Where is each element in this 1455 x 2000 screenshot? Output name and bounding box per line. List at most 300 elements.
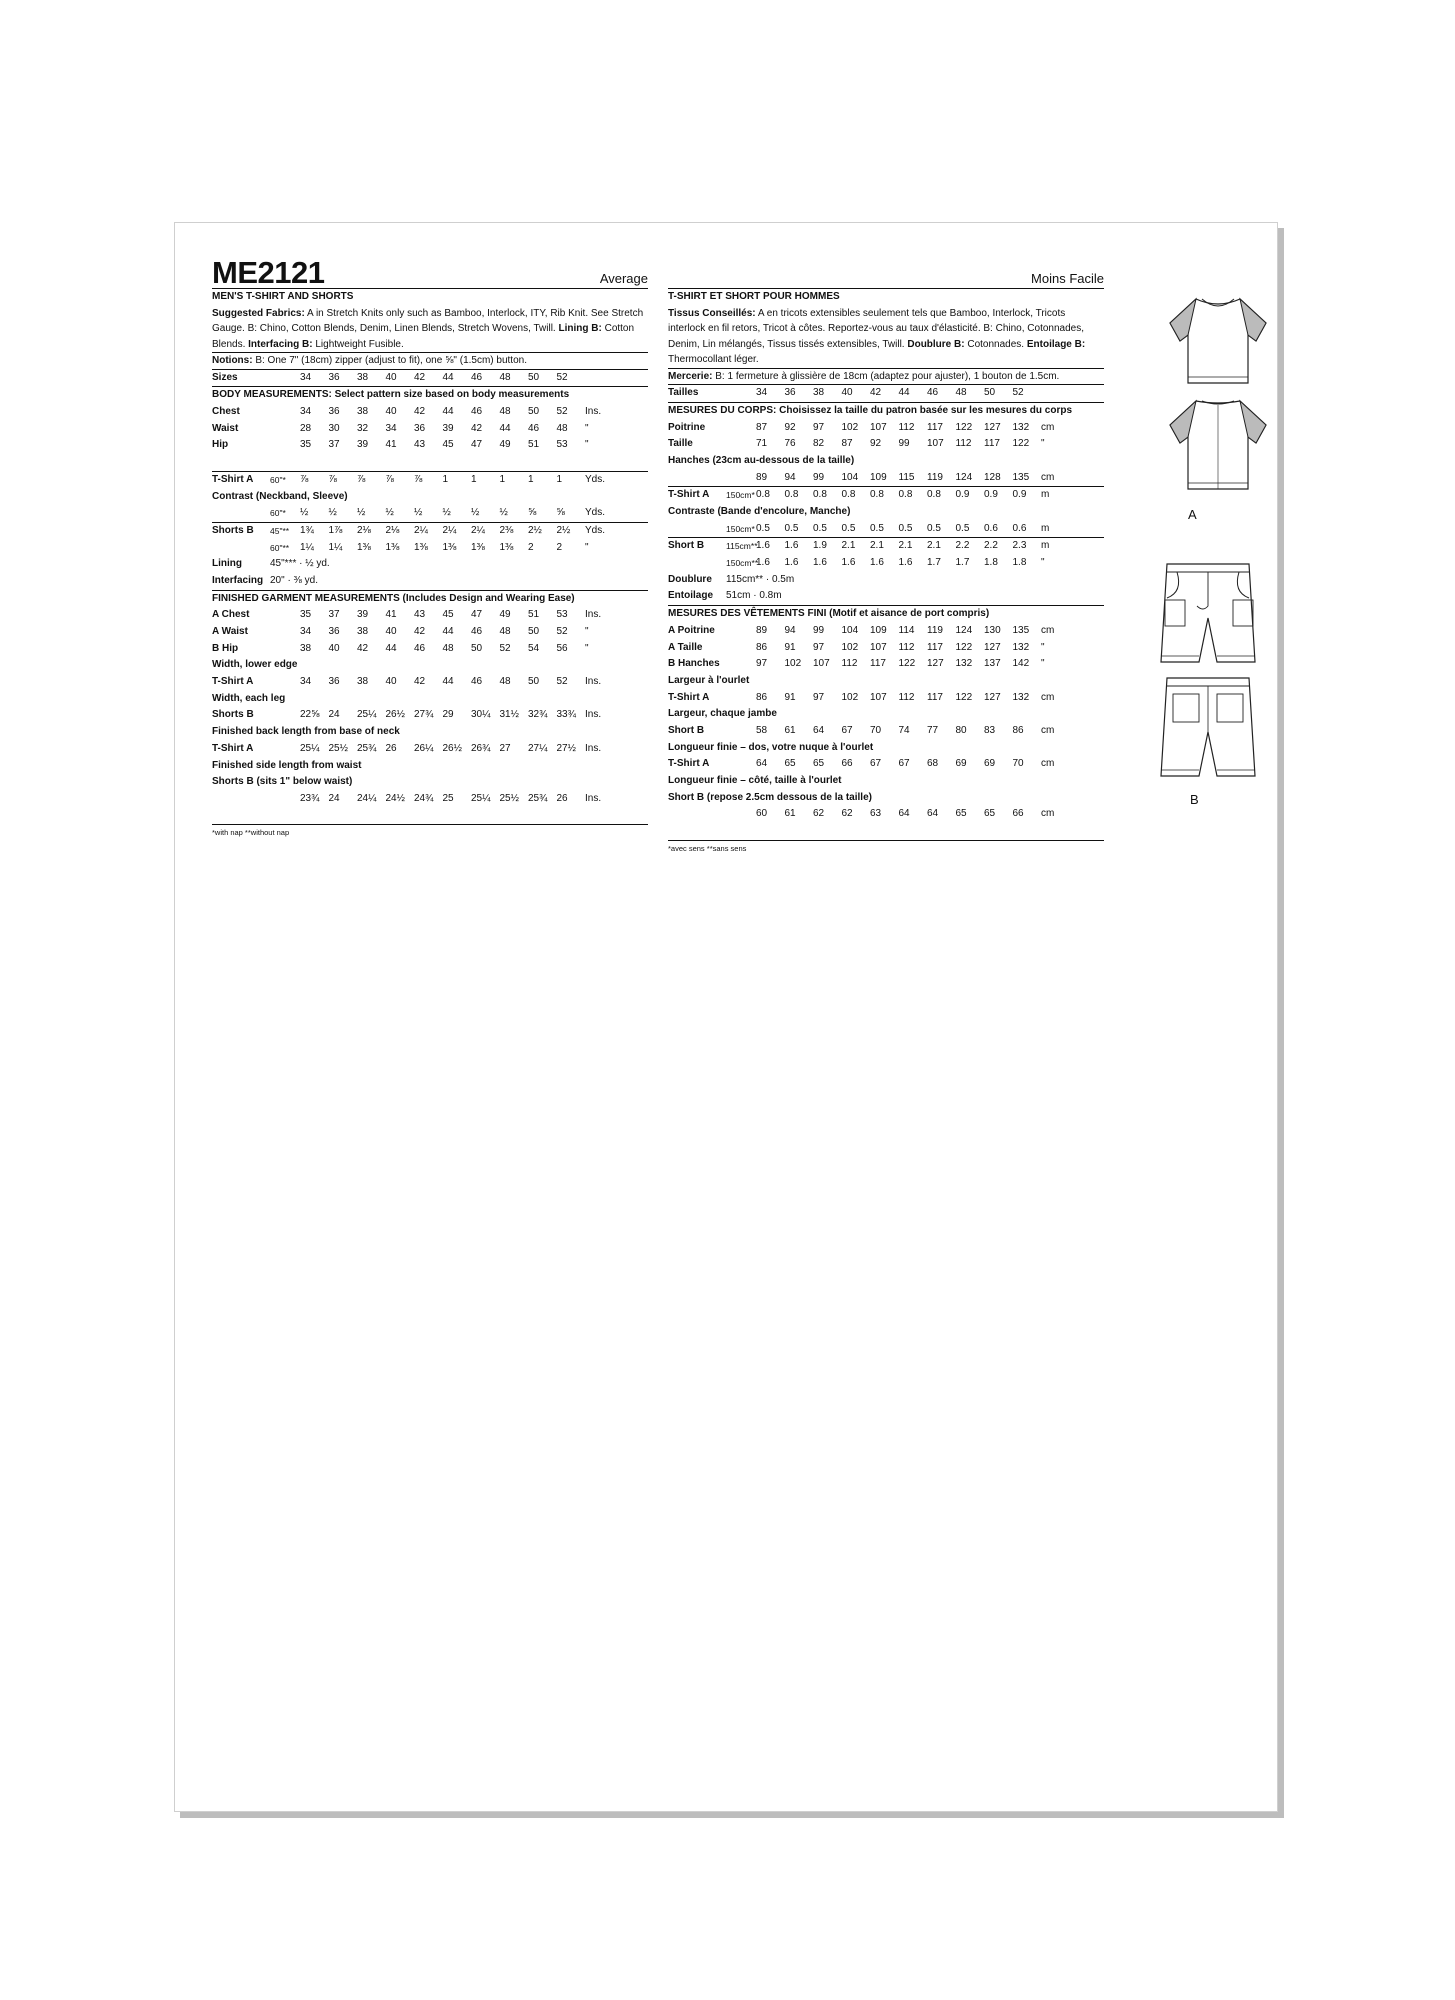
size-value: 22⅝: [300, 709, 320, 721]
size-value: 26¾: [471, 742, 491, 754]
back-length-heading: Longueur finie – dos, votre nuque à l'ourlet: [668, 741, 874, 753]
size-value: 67: [841, 724, 853, 736]
size-header: 40: [841, 387, 853, 399]
size-value: 97: [813, 421, 825, 433]
title-bar-fr: [668, 258, 1104, 288]
size-value: 122: [955, 421, 973, 433]
size-value: 56: [556, 642, 568, 654]
size-value: 1.7: [927, 557, 941, 569]
size-value: 64: [898, 808, 910, 820]
side-length-subheading: Shorts B (sits 1" below waist): [212, 776, 353, 788]
size-value: 27½: [556, 742, 576, 754]
size-value: 50: [471, 642, 483, 654]
size-value: 0.5: [841, 522, 856, 534]
size-value: 39: [442, 422, 454, 434]
size-value: 25¼: [300, 742, 320, 754]
size-value: 104: [841, 471, 859, 483]
size-header: 34: [300, 371, 312, 383]
size-value: 38: [300, 642, 312, 654]
size-value: 42: [414, 676, 426, 688]
width-leg-row: [212, 707, 648, 724]
size-value: 26: [385, 742, 397, 754]
unit: Ins.: [585, 792, 602, 804]
unit: ": [585, 642, 589, 654]
size-value: 86: [756, 641, 768, 653]
size-value: 102: [784, 658, 802, 670]
size-value: 25: [442, 792, 454, 804]
size-value: 1.6: [898, 557, 913, 569]
size-value: 89: [756, 471, 768, 483]
size-value: 2½: [528, 524, 542, 536]
finished-row: [212, 641, 648, 658]
unit: Ins.: [585, 742, 602, 754]
size-value: 107: [870, 691, 887, 703]
difficulty-level-en: Average: [599, 271, 648, 286]
width-leg-heading: Width, each leg: [212, 692, 286, 704]
size-value: 102: [841, 641, 859, 653]
interfacing-row-label: Interfacing: [212, 574, 264, 586]
unit: ": [1041, 641, 1045, 653]
size-value: 99: [813, 471, 825, 483]
lining-row: [668, 572, 1104, 589]
size-value: 0.5: [813, 522, 827, 534]
size-value: 34: [300, 406, 312, 418]
size-value: 26¼: [414, 742, 434, 754]
size-value: 34: [385, 422, 397, 434]
size-value: 132: [1012, 641, 1030, 653]
body-row: [212, 437, 648, 454]
unit: Ins.: [585, 709, 602, 721]
size-value: 97: [756, 658, 768, 670]
lining-row-label: Doublure: [668, 573, 712, 585]
size-value: 117: [927, 421, 943, 433]
finished-row: [668, 656, 1104, 673]
size-value: 63: [870, 808, 882, 820]
fabric-width: 115cm**: [726, 541, 758, 552]
fabric-width: 60"*: [270, 508, 286, 519]
size-value: 1.6: [841, 557, 856, 569]
size-value: ½: [442, 507, 451, 519]
size-value: 40: [328, 642, 340, 654]
size-value: 97: [813, 641, 825, 653]
size-value: 66: [1012, 808, 1024, 820]
row-label: T-Shirt A: [668, 691, 710, 703]
finished-row: [212, 607, 648, 624]
size-value: 51: [528, 609, 540, 621]
size-header: 46: [927, 387, 939, 399]
unit: Ins.: [585, 676, 602, 688]
section-title: MEN'S T-SHIRT AND SHORTS: [212, 291, 354, 302]
size-value: 0.8: [898, 489, 913, 501]
size-value: 1: [471, 473, 477, 485]
french-column: [668, 288, 1104, 857]
size-value: 51: [528, 439, 540, 451]
size-value: 29: [442, 709, 454, 721]
size-value: 42: [414, 406, 426, 418]
unit: ": [1041, 438, 1045, 450]
size-value: 94: [784, 624, 796, 636]
size-header: 44: [898, 387, 910, 399]
sizes-label: Tailles: [668, 387, 699, 399]
size-value: 64: [813, 724, 825, 736]
size-value: 44: [442, 406, 454, 418]
lining-row-value: 115cm** · 0.5m: [726, 573, 795, 585]
size-value: 2.1: [841, 540, 856, 552]
row-label: Poitrine: [668, 421, 706, 433]
unit: cm: [1041, 624, 1055, 636]
row-label: B Hanches: [668, 658, 720, 670]
size-value: 2.1: [927, 540, 941, 552]
size-value: 68: [927, 758, 939, 770]
size-value: 97: [813, 691, 825, 703]
contrast-yardage-row: [212, 505, 648, 522]
size-value: 1¼: [300, 541, 314, 553]
size-value: 58: [756, 724, 768, 736]
size-value: 50: [528, 626, 540, 637]
width-leg-row: [668, 723, 1104, 740]
size-value: 142: [1012, 658, 1030, 670]
size-value: 77: [927, 724, 939, 736]
size-header: 38: [813, 387, 825, 399]
size-value: 74: [898, 724, 910, 736]
size-value: 35: [300, 439, 312, 451]
size-value: 94: [784, 471, 796, 483]
size-value: 44: [499, 422, 511, 434]
size-value: 25½: [499, 792, 519, 804]
size-value: 0.9: [955, 489, 970, 501]
back-length-row: [212, 741, 648, 758]
size-header: 34: [756, 387, 768, 399]
body-row: [212, 421, 648, 438]
size-value: 1.6: [756, 557, 770, 569]
notions-text: [668, 369, 1104, 385]
size-value: 2⅛: [385, 524, 400, 536]
view-b-shorts-back-drawing: [1153, 672, 1263, 782]
body-row: [668, 420, 1104, 437]
size-value: 0.5: [870, 522, 884, 534]
size-value: ⅞: [357, 473, 366, 485]
size-value: 127: [984, 421, 1001, 433]
width-leg-heading: Largeur, chaque jambe: [668, 708, 777, 720]
unit: m: [1041, 489, 1050, 501]
size-value: 99: [898, 438, 910, 450]
size-value: 70: [1012, 758, 1024, 770]
spacer: [668, 823, 1104, 840]
unit: Yds.: [585, 507, 606, 519]
size-value: 45: [442, 439, 454, 451]
size-value: 117: [927, 691, 943, 703]
size-value: 127: [984, 691, 1001, 703]
size-value: 83: [984, 724, 996, 736]
interfacing-label: Interfacing B:: [248, 338, 313, 350]
size-value: 65: [984, 808, 996, 820]
size-value: 89: [756, 624, 768, 636]
size-value: 36: [414, 422, 426, 434]
suggested-fabrics-text: [212, 306, 648, 353]
size-value: 2½: [556, 524, 571, 536]
width-lower-heading: Largeur à l'ourlet: [668, 674, 750, 686]
size-value: 1.9: [813, 540, 827, 552]
row-label: T-Shirt A: [212, 473, 254, 485]
size-value: 44: [442, 676, 454, 688]
size-value: 76: [784, 438, 796, 450]
size-value: 1.6: [756, 540, 770, 552]
shorts-yardage-row: [212, 540, 648, 557]
lining-label: Doublure B:: [907, 338, 965, 350]
fabrics-text: A in Stretch Knits only such as Bamboo, Interlock, ITY, Rib Knit. See Stretch Gauge. B: Chino, Cotton Blends, Denim, Linen Blends, Stretch Wovens, Twill.: [212, 307, 644, 335]
size-value: 1⅜: [357, 541, 371, 553]
size-header: 48: [499, 371, 511, 383]
size-value: 0.5: [955, 522, 970, 534]
size-value: 2⅛: [357, 524, 371, 536]
size-value: 112: [955, 438, 972, 450]
size-value: 0.5: [927, 522, 941, 534]
size-value: 117: [927, 641, 943, 653]
size-value: 92: [870, 438, 882, 450]
size-value: 117: [984, 438, 1000, 450]
size-value: 37: [328, 609, 340, 621]
size-value: 122: [1012, 438, 1030, 450]
row-label: Short B: [668, 540, 705, 552]
row-label: Short B: [668, 724, 705, 736]
size-value: 28: [300, 422, 312, 434]
row-label: A Poitrine: [668, 624, 715, 636]
size-value: 92: [784, 421, 796, 433]
size-value: 114: [898, 624, 915, 636]
view-b-label: B: [1190, 792, 1199, 807]
size-value: 1.6: [784, 540, 799, 552]
size-value: 44: [385, 642, 397, 654]
size-value: 132: [955, 658, 973, 670]
fabric-width: 60"*: [270, 474, 286, 485]
size-value: 109: [870, 624, 887, 636]
interfacing-row-value: 20" · ⅜ yd.: [270, 574, 319, 586]
sizes-header-row: [668, 385, 1104, 402]
fabric-width: 150cm**: [726, 558, 759, 569]
body-measurements-heading: MESURES DU CORPS: Choisissez la taille du patron basée sur les mesures du corps: [668, 404, 1073, 416]
size-value: 40: [385, 676, 397, 688]
size-value: 2.2: [955, 540, 970, 552]
size-value: 32¾: [528, 709, 548, 721]
row-label: B Hip: [212, 642, 239, 654]
size-value: 25¼: [357, 709, 377, 721]
size-value: 107: [927, 438, 944, 450]
size-value: 102: [841, 691, 859, 703]
size-value: ½: [357, 507, 366, 519]
size-value: 30¼: [471, 709, 491, 721]
spacer: [212, 808, 648, 825]
size-value: 24: [328, 709, 340, 721]
unit: m: [1041, 540, 1050, 552]
row-label: A Waist: [212, 626, 248, 637]
size-value: 128: [984, 471, 1001, 483]
size-value: 46: [471, 626, 483, 637]
size-value: 24¾: [414, 792, 434, 804]
size-value: 107: [870, 641, 887, 653]
size-value: 112: [898, 691, 915, 703]
size-value: 53: [556, 439, 568, 451]
tshirt-yardage-row: [668, 487, 1104, 504]
unit: Yds.: [585, 473, 606, 485]
size-value: ½: [300, 507, 309, 519]
fabric-width: 150cm*: [726, 523, 755, 534]
size-value: ⅞: [328, 473, 337, 485]
size-value: 1.8: [1012, 557, 1027, 569]
size-value: 64: [756, 758, 768, 770]
size-value: 0.8: [841, 489, 856, 501]
size-value: 62: [813, 808, 825, 820]
contrast-heading: Contrast (Neckband, Sleeve): [212, 490, 348, 502]
size-value: ⅞: [300, 473, 309, 485]
unit: cm: [1041, 724, 1055, 736]
size-value: 47: [471, 439, 483, 451]
row-label: T-Shirt A: [212, 676, 254, 688]
size-value: 107: [813, 658, 830, 670]
size-value: 1: [556, 473, 563, 485]
view-a-label: A: [1188, 507, 1197, 522]
row-label: Waist: [212, 422, 239, 434]
view-a-tshirt-front-drawing: [1158, 293, 1278, 389]
shorts-yardage-row: [668, 538, 1104, 555]
unit: ": [585, 422, 589, 434]
size-value: 1⅜: [414, 541, 428, 553]
size-value: 1¼: [328, 541, 343, 553]
size-value: 112: [898, 421, 915, 433]
size-value: 127: [984, 641, 1001, 653]
size-value: 0.5: [756, 522, 770, 534]
shorts-yardage-row: [212, 523, 648, 540]
side-length-heading: Longueur finie – côté, taille à l'ourlet: [668, 775, 842, 786]
size-value: 0.5: [784, 522, 799, 534]
difficulty-level-fr: Moins Facile: [1031, 271, 1104, 286]
size-value: 0.5: [898, 522, 913, 534]
size-value: 36: [328, 626, 340, 637]
size-value: 25¼: [471, 792, 491, 804]
size-value: 91: [784, 691, 796, 703]
row-label: Shorts B: [212, 709, 254, 721]
interfacing-label: Entoilage B:: [1026, 338, 1086, 350]
interfacing-row: [668, 588, 1104, 605]
size-value: 102: [841, 421, 859, 433]
size-value: 104: [841, 624, 859, 636]
finished-row: [668, 623, 1104, 640]
size-value: 0.6: [1012, 522, 1027, 534]
size-value: 39: [357, 439, 369, 451]
fabric-width: 45"**: [270, 525, 290, 536]
fabrics-text: A en tricots extensibles seulement tels que Bamboo, Interlock, Tricots interlock en fil retors, Tricot à côtes. Reportez-vous au taux d'élasticité. B: Chino, Cotonnades, Denim, Lin mélangés, Tissus tissés extensibles, Twill.: [668, 307, 1085, 350]
size-value: 2.1: [898, 540, 913, 552]
size-value: 36: [328, 406, 340, 418]
size-value: 43: [414, 439, 426, 451]
size-value: 48: [499, 676, 511, 688]
size-value: 122: [955, 641, 973, 653]
size-value: 27: [499, 742, 511, 754]
size-value: 25¾: [528, 792, 548, 804]
size-value: 50: [528, 406, 540, 418]
size-value: 40: [385, 406, 397, 418]
lining-label: Lining B:: [558, 323, 602, 335]
size-value: 40: [385, 626, 397, 637]
size-value: 112: [841, 658, 858, 670]
unit: Ins.: [585, 406, 602, 418]
size-value: 26: [556, 792, 568, 804]
size-header: 44: [442, 371, 454, 383]
size-value: 38: [357, 626, 369, 637]
size-value: 109: [870, 471, 887, 483]
finished-row: [212, 624, 648, 641]
view-b-shorts-front-drawing: [1153, 558, 1263, 668]
size-value: 52: [556, 676, 568, 688]
unit: ": [585, 626, 589, 637]
notions-text: [212, 353, 648, 369]
size-value: 38: [357, 676, 369, 688]
size-value: 70: [870, 724, 882, 736]
size-value: 64: [927, 808, 939, 820]
size-value: 1¾: [300, 524, 314, 536]
size-value: 1⅜: [442, 541, 457, 553]
finished-measurements-heading: MESURES DES VÊTEMENTS FINI (Motif et aisance de port compris): [668, 608, 990, 620]
size-header: 50: [984, 387, 996, 399]
size-value: ⅞: [385, 473, 394, 485]
size-value: 1.6: [813, 557, 827, 569]
back-length-heading: Finished back length from base of neck: [212, 726, 400, 738]
unit: ": [1041, 557, 1045, 569]
size-value: 71: [756, 438, 768, 450]
size-value: 2.2: [984, 540, 998, 552]
size-value: 42: [357, 642, 369, 654]
size-value: 27¼: [528, 742, 548, 754]
lining-row: [212, 556, 648, 573]
size-value: 1⅜: [385, 541, 400, 553]
size-value: 1: [528, 473, 534, 485]
size-value: 37: [328, 439, 340, 451]
size-value: 62: [841, 808, 853, 820]
size-value: ⅝: [556, 507, 565, 519]
size-value: 0.9: [984, 489, 998, 501]
unit: ": [585, 541, 589, 553]
size-value: 0.9: [1012, 489, 1027, 501]
size-value: 45: [442, 609, 454, 621]
size-value: 34: [300, 676, 312, 688]
size-value: ½: [414, 507, 423, 519]
notions-label: Notions:: [212, 355, 253, 367]
size-header: 50: [528, 371, 540, 383]
body-row: [212, 404, 648, 421]
row-label: A Taille: [668, 641, 703, 653]
contrast-yardage-row: [668, 521, 1104, 538]
unit: cm: [1041, 471, 1055, 483]
size-value: 46: [471, 676, 483, 688]
size-value: 36: [328, 676, 340, 688]
interfacing-row-label: Entoilage: [668, 590, 714, 602]
size-value: 1.6: [784, 557, 799, 569]
section-title: T-SHIRT ET SHORT POUR HOMMES: [668, 291, 840, 302]
size-value: 0.8: [756, 489, 770, 501]
size-value: 99: [813, 624, 825, 636]
size-value: ½: [499, 507, 508, 519]
size-value: 1⅜: [499, 541, 514, 553]
size-value: ½: [385, 507, 394, 519]
footnote: *with nap **without nap: [212, 828, 290, 838]
size-value: 48: [499, 406, 511, 418]
row-label: Taille: [668, 438, 693, 450]
row-label: A Chest: [212, 609, 250, 621]
size-value: 135: [1012, 471, 1030, 483]
size-value: 2¼: [414, 524, 428, 536]
row-label: Chest: [212, 406, 240, 418]
size-value: 1: [499, 473, 506, 485]
size-value: 65: [813, 758, 825, 770]
